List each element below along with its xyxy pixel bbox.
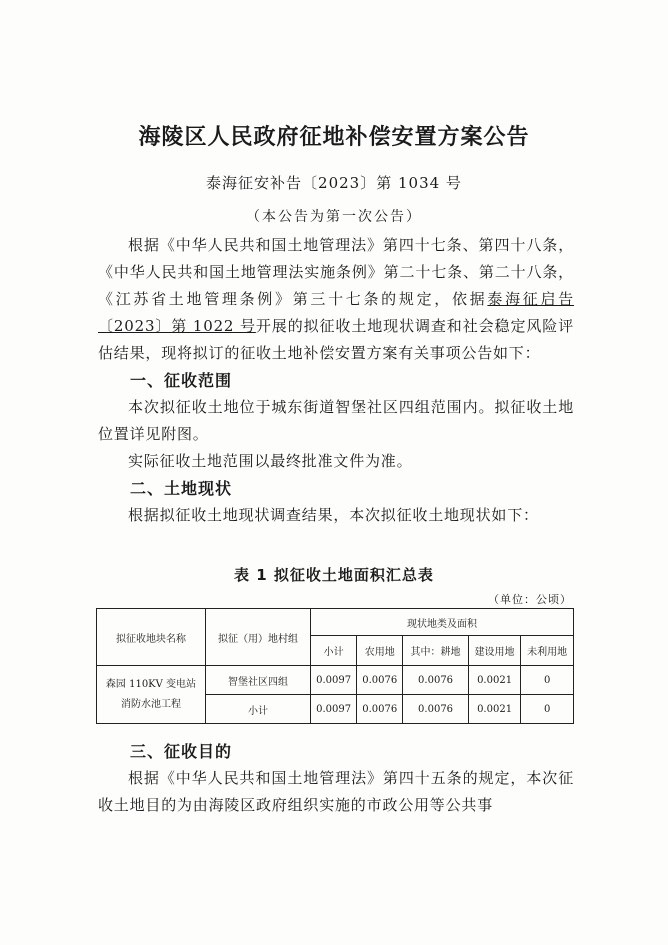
page-title: 海陵区人民政府征地补偿安置方案公告 [138, 125, 530, 150]
cell-value: 0.0097 [311, 666, 357, 695]
reference-link[interactable]: 泰海征启告〔2023〕第 1022 号 [98, 290, 574, 335]
header-agricultural: 农用地 [357, 636, 403, 666]
intro-paragraph [98, 232, 574, 367]
table-row [97, 666, 574, 695]
table-unit: （单位：公顷） [488, 593, 572, 606]
land-area-table [96, 608, 574, 724]
section3-heading: 三、征收目的 [130, 742, 233, 761]
section1-heading: 一、征收范围 [130, 371, 233, 390]
header-plot-name: 拟征收地块名称 [97, 609, 206, 666]
header-construction: 建设用地 [468, 636, 521, 666]
plot-name-line1: 森园 110KV 变电站 [105, 678, 197, 690]
cell-value: 0.0076 [403, 695, 468, 724]
section3-paragraph-1: 根据《中华人民共和国土地管理法》第四十五条的规定，本次征收土地目的为由海陵区政府组织实施的市政公用等公共事 [98, 769, 574, 814]
intro-block [98, 232, 574, 529]
cell-value: 0.0076 [403, 666, 468, 695]
plot-name-line2: 消防水池工程 [121, 698, 181, 710]
announcement-note: （本公告为第一次公告） [246, 209, 422, 225]
header-unused: 未利用地 [521, 636, 574, 666]
cell-value: 0.0097 [311, 695, 357, 724]
cell-value: 0 [521, 666, 574, 695]
section2-heading: 二、土地现状 [130, 479, 233, 498]
cell-village: 小计 [206, 695, 311, 724]
header-arable: 其中：耕地 [403, 636, 468, 666]
cell-value: 0.0021 [468, 666, 521, 695]
section3-block [98, 738, 574, 819]
document-number: 泰海征安补告〔2023〕第 1034 号 [206, 174, 462, 192]
section2-paragraph-1: 根据拟征收土地现状调查结果，本次拟征收土地现状如下： [128, 506, 539, 524]
header-land-status: 现状地类及面积 [311, 609, 574, 636]
cell-value: 0.0076 [357, 695, 403, 724]
section1-paragraph-1: 本次拟征收土地位于城东街道智堡社区四组范围内。拟征收土地位置详见附图。 [98, 398, 574, 443]
cell-value: 0.0076 [357, 666, 403, 695]
section1-paragraph-2: 实际征收土地范围以最终批准文件为准。 [128, 452, 413, 470]
cell-value: 0 [521, 695, 574, 724]
intro-text-1: 根据《中华人民共和国土地管理法》第四十七条、第四十八条，《中华人民共和国土地管理法实施条例》第二十七条、第二十八条，《江苏省土地管理条例》第三十七条的规定，依据 [98, 236, 574, 308]
intro-text-2: 开展的拟征收土地现状调查和社会稳定风险评估结果，现将拟订的征收土地补偿安置方案有关事项公告如下： [98, 317, 574, 362]
header-village-group: 拟征（用）地村组 [206, 609, 311, 666]
header-subtotal: 小计 [311, 636, 357, 666]
cell-plot-name [97, 666, 206, 724]
table-caption: 表 1 拟征收土地面积汇总表 [234, 566, 434, 584]
cell-village: 智堡社区四组 [206, 666, 311, 695]
cell-value: 0.0021 [468, 695, 521, 724]
